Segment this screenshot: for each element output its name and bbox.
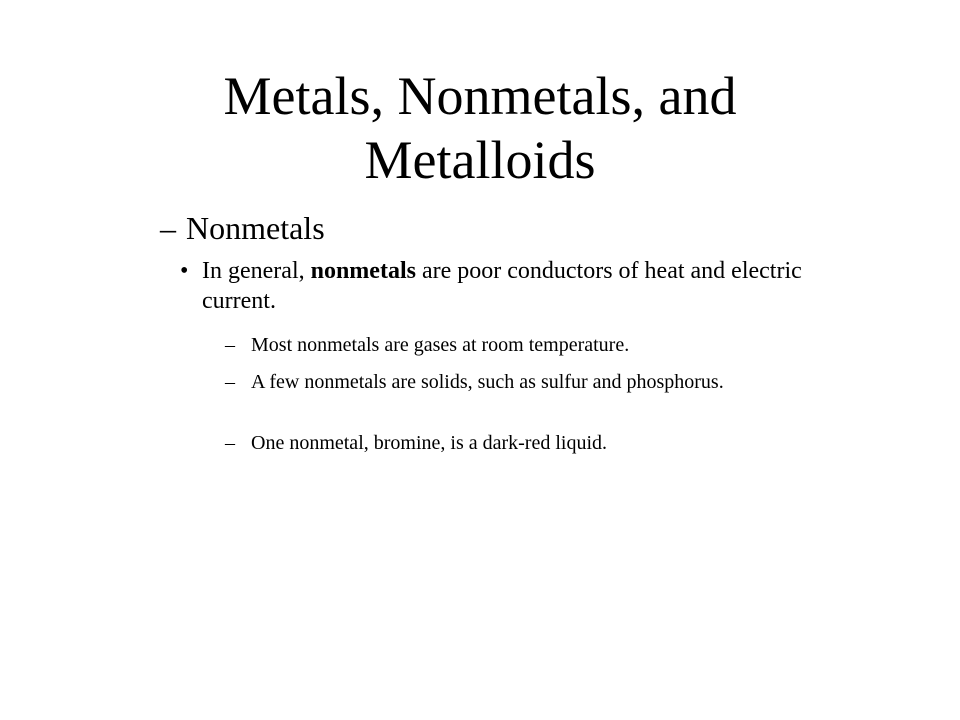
- sub-item-dash-marker: –: [225, 371, 235, 393]
- heading-text: Nonmetals: [186, 210, 325, 246]
- bullet-text-bold-term: nonmetals: [310, 258, 416, 284]
- sub-item-text: Most nonmetals are gases at room temperature.: [251, 334, 630, 356]
- bullet-marker: •: [180, 258, 189, 284]
- bullet-text: [202, 256, 860, 316]
- bullet-item: [180, 256, 860, 316]
- sub-item: [225, 431, 825, 455]
- sub-item: [225, 333, 825, 357]
- heading-dash-marker: –: [160, 210, 176, 246]
- sub-item: [225, 370, 825, 394]
- slide-title: Metals, Nonmetals, and Metalloids: [223, 66, 737, 190]
- sub-item-text: One nonmetal, bromine, is a dark-red liquid.: [251, 432, 608, 454]
- sub-item-dash-marker: –: [225, 432, 235, 454]
- bullet-text-suffix: are poor conductors of heat and electric current.: [202, 258, 802, 314]
- sub-item-dash-marker: –: [225, 334, 235, 356]
- sub-item-text: A few nonmetals are solids, such as sulfur and phosphorus.: [251, 371, 724, 393]
- bullet-text-prefix: In general,: [202, 258, 311, 284]
- section-heading: [160, 208, 325, 248]
